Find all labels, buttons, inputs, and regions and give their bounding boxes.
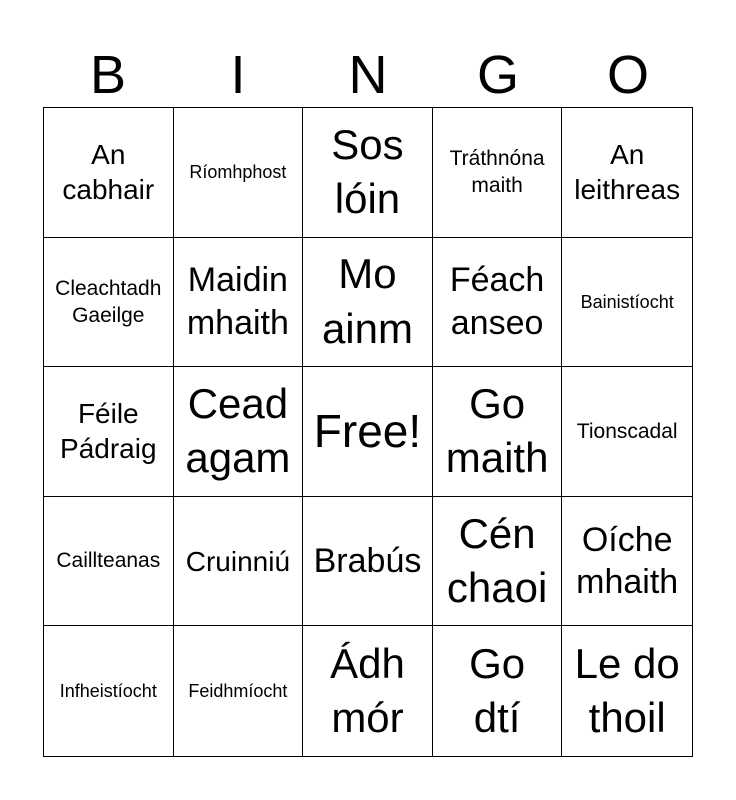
bingo-cell[interactable] — [562, 497, 692, 627]
cell-label: Brabús — [313, 541, 422, 580]
cell-label: Tionscadal — [576, 419, 678, 443]
bingo-cell[interactable] — [174, 108, 304, 238]
header-letter-g: G — [476, 45, 519, 105]
header-letter-b: B — [89, 45, 127, 105]
cell-label: Caillteanas — [56, 549, 161, 573]
bingo-cell[interactable] — [303, 497, 433, 627]
header-letter-o: O — [606, 45, 649, 105]
bingo-cell[interactable] — [174, 238, 304, 368]
bingo-header — [43, 42, 693, 108]
cell-label: Bainistíocht — [580, 291, 674, 312]
bingo-cell[interactable] — [562, 626, 692, 756]
cell-label: Cleachtadh Gaeilge — [55, 276, 162, 327]
cell-label: Féile Pádraig — [60, 398, 157, 465]
bingo-cell[interactable] — [562, 238, 692, 368]
bingo-cell[interactable] — [433, 238, 563, 368]
free-space[interactable] — [303, 367, 433, 497]
cell-label: Cruinniú — [185, 545, 291, 577]
header-letter-i: I — [230, 45, 246, 105]
header-letter-n: N — [348, 45, 388, 105]
bingo-cell[interactable] — [174, 497, 304, 627]
bingo-cell[interactable] — [44, 108, 174, 238]
bingo-board — [43, 107, 693, 757]
cell-label: Go maith — [445, 379, 549, 482]
cell-label: Féach anseo — [449, 261, 545, 342]
bingo-cell[interactable] — [303, 108, 433, 238]
bingo-cell[interactable] — [433, 367, 563, 497]
bingo-cell[interactable] — [433, 626, 563, 756]
cell-label: Ádh mór — [330, 639, 405, 742]
bingo-cell[interactable] — [44, 367, 174, 497]
bingo-cell[interactable] — [303, 238, 433, 368]
cell-label: Cén chaoi — [446, 509, 548, 612]
cell-label: Ríomhphost — [189, 162, 287, 183]
bingo-cell[interactable] — [303, 626, 433, 756]
bingo-cell[interactable] — [562, 108, 692, 238]
bingo-cell[interactable] — [44, 497, 174, 627]
bingo-cell[interactable] — [433, 108, 563, 238]
bingo-cell[interactable] — [433, 497, 563, 627]
bingo-cell[interactable] — [562, 367, 692, 497]
cell-label: Tráthnóna maith — [449, 147, 545, 198]
cell-label: An leithreas — [574, 139, 681, 206]
cell-label: Sos lóin — [331, 120, 404, 223]
cell-label: Cead agam — [185, 379, 291, 482]
bingo-cell[interactable] — [44, 626, 174, 756]
cell-label: Infheistíocht — [59, 681, 157, 702]
cell-label: Mo ainm — [321, 250, 413, 352]
cell-label: Le do thoil — [574, 639, 680, 742]
cell-label: Maidin mhaith — [186, 261, 289, 342]
cell-label: An cabhair — [62, 139, 155, 206]
bingo-cell[interactable] — [174, 367, 304, 497]
bingo-cell[interactable] — [44, 238, 174, 368]
bingo-cell[interactable] — [174, 626, 304, 756]
cell-label: Oíche mhaith — [576, 520, 679, 602]
cell-label: Feidhmíocht — [188, 681, 288, 702]
cell-label: Go dtí — [469, 639, 526, 742]
free-space-label: Free! — [313, 404, 422, 457]
